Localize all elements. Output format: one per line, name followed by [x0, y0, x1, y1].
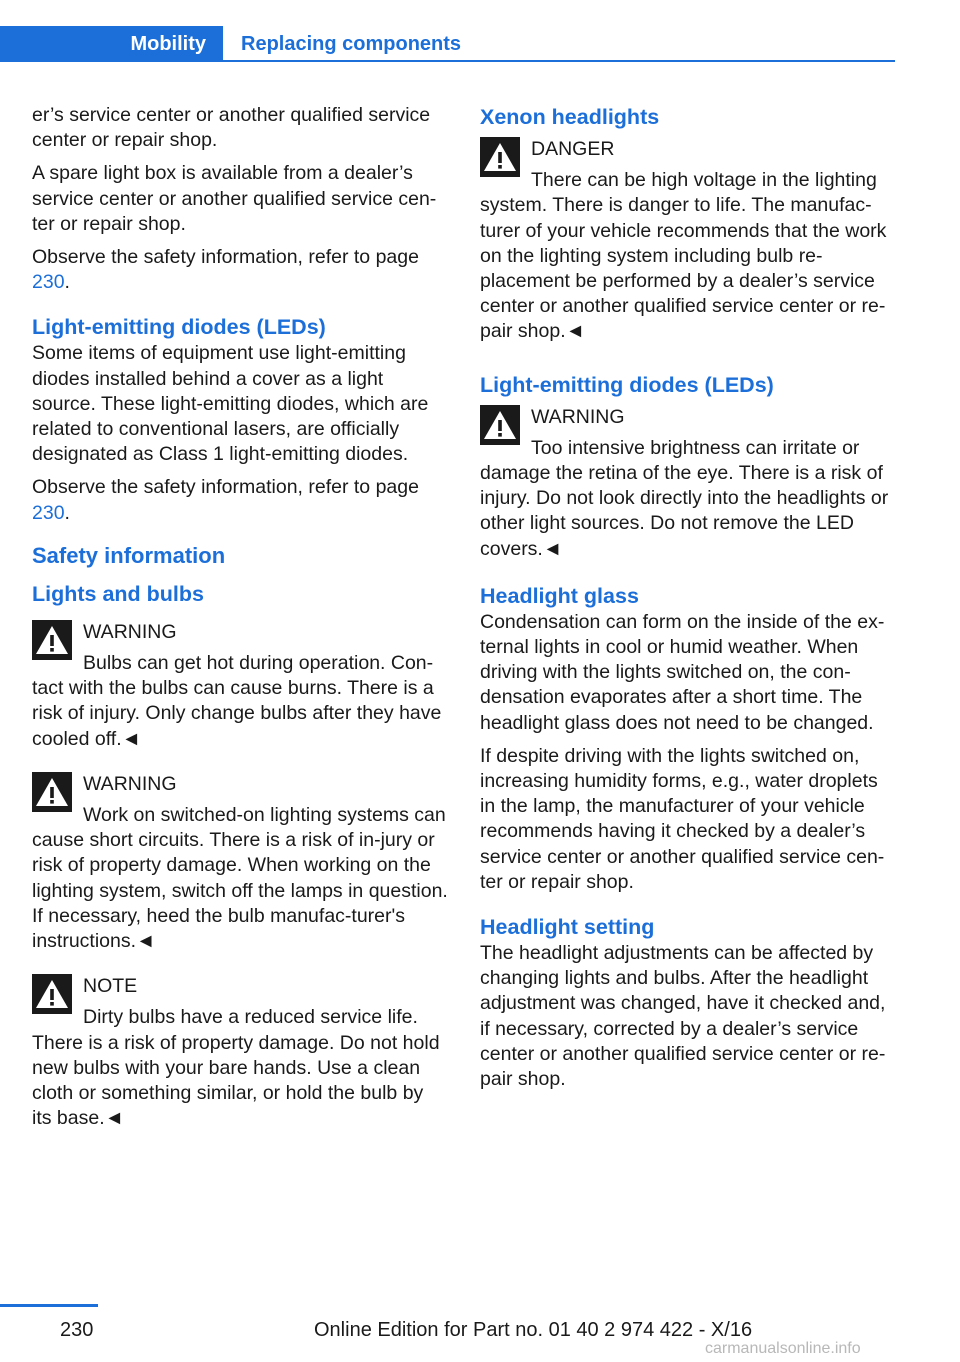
warning-triangle-icon	[32, 620, 72, 660]
paragraph-end: .	[64, 271, 70, 294]
paragraph	[32, 245, 448, 295]
watermark: carmanualsonline.info	[705, 1340, 861, 1357]
warning-triangle-icon	[480, 137, 520, 177]
warning-title: WARNING	[531, 405, 625, 428]
warning-title: WARNING	[83, 772, 177, 795]
heading-safety-information: Safety information	[32, 542, 226, 568]
tab-mobility[interactable]: Mobility	[0, 26, 223, 62]
footer-rule	[0, 1304, 98, 1307]
danger-text: There can be high voltage in the lighting system. There is danger to life. The manufac-turer of your vehicle recommends that the work on the lighting system including bulb re-placement be performed by a dealer’s service center or another qualified service center or re-pair shop.◄	[480, 169, 887, 343]
warning-text: Bulbs can get hot during operation. Con-tact with the bulbs can cause burns. There is a risk of injury. Only change bulbs after they have cooled off.◄	[32, 652, 442, 750]
warning-text: Work on switched-on lighting systems can cause short circuits. There is a risk of in-jury or risk of property damage. When working on the lighting system, switch off the lamps in question. If necessary, heed the bulb manufac-turer's instructions.◄	[32, 804, 448, 953]
note-title: NOTE	[83, 975, 138, 998]
header-rule	[223, 60, 895, 62]
paragraph: A spare light box is available from a dealer’s service center or another qualified service cen-ter or repair shop.	[32, 162, 437, 235]
heading-leds: Light-emitting diodes (LEDs)	[32, 315, 326, 340]
warning-text: Too intensive brightness can irritate or damage the retina of the eye. There is a risk of injury. Do not look directly into the headlights or other light sources. Do not remove the LED covers.◄	[480, 436, 889, 560]
warning-block	[480, 405, 896, 562]
tab-replacing-components[interactable]: Replacing components	[241, 32, 462, 55]
paragraph-text: Observe the safety information, refer to page	[32, 246, 419, 269]
warning-triangle-icon	[32, 772, 72, 812]
danger-title: DANGER	[531, 138, 615, 160]
page-header	[0, 26, 895, 62]
paragraph	[32, 475, 448, 525]
left-column	[32, 103, 448, 1152]
note-block	[32, 974, 448, 1131]
heading-headlight-setting: Headlight setting	[480, 915, 655, 940]
paragraph: er’s service center or another qualified service center or repair shop.	[32, 104, 431, 152]
warning-triangle-icon	[480, 405, 520, 445]
heading-lights-and-bulbs: Lights and bulbs	[32, 581, 204, 606]
note-text: Dirty bulbs have a reduced service life. There is a risk of property damage. Do not hold new bulbs with your bare hands. Use a clean cloth or something similar, or hold the bulb by its base.◄	[32, 1006, 440, 1130]
paragraph-text: Observe the safety information, refer to page	[32, 476, 419, 499]
edition-info: Online Edition for Part no. 01 40 2 974 422 - X/16	[314, 1319, 753, 1341]
heading-headlight-glass: Headlight glass	[480, 583, 639, 608]
danger-block	[480, 137, 896, 345]
warning-block	[32, 772, 448, 954]
warning-block	[32, 620, 448, 752]
warning-triangle-icon	[32, 974, 72, 1014]
paragraph: Condensation can form on the inside of the ex-ternal lights in cool or humid weather. When driving with the lights switched on, the con-densation evaporates after a short time. The headlight glass does not need to be changed.	[480, 610, 885, 734]
paragraph: If despite driving with the lights switched on, increasing humidity forms, e.g., water droplets in the lamp, the manufacturer of your vehicle recommends having it checked by a dealer’s service center or another qualified service cen-ter or repair shop.	[480, 744, 885, 893]
paragraph: The headlight adjustments can be affected by changing lights and bulbs. After the headlight adjustment was changed, have it checked and, if necessary, corrected by a dealer’s service center or another qualified service center or re-pair shop.	[480, 942, 886, 1091]
right-column	[480, 103, 896, 1100]
warning-title: WARNING	[83, 620, 177, 643]
paragraph: Some items of equipment use light-emitting diodes installed behind a cover as a light source. These light-emitting diodes, which are related to conventional lasers, are officially designated as Class 1 light-emitting diodes.	[32, 342, 429, 466]
page-number: 230	[60, 1319, 94, 1341]
page-link[interactable]: 230	[32, 501, 65, 524]
heading-leds: Light-emitting diodes (LEDs)	[480, 372, 774, 397]
page-link[interactable]: 230	[32, 271, 65, 294]
heading-xenon-headlights: Xenon headlights	[480, 105, 660, 129]
paragraph-end: .	[64, 501, 70, 524]
